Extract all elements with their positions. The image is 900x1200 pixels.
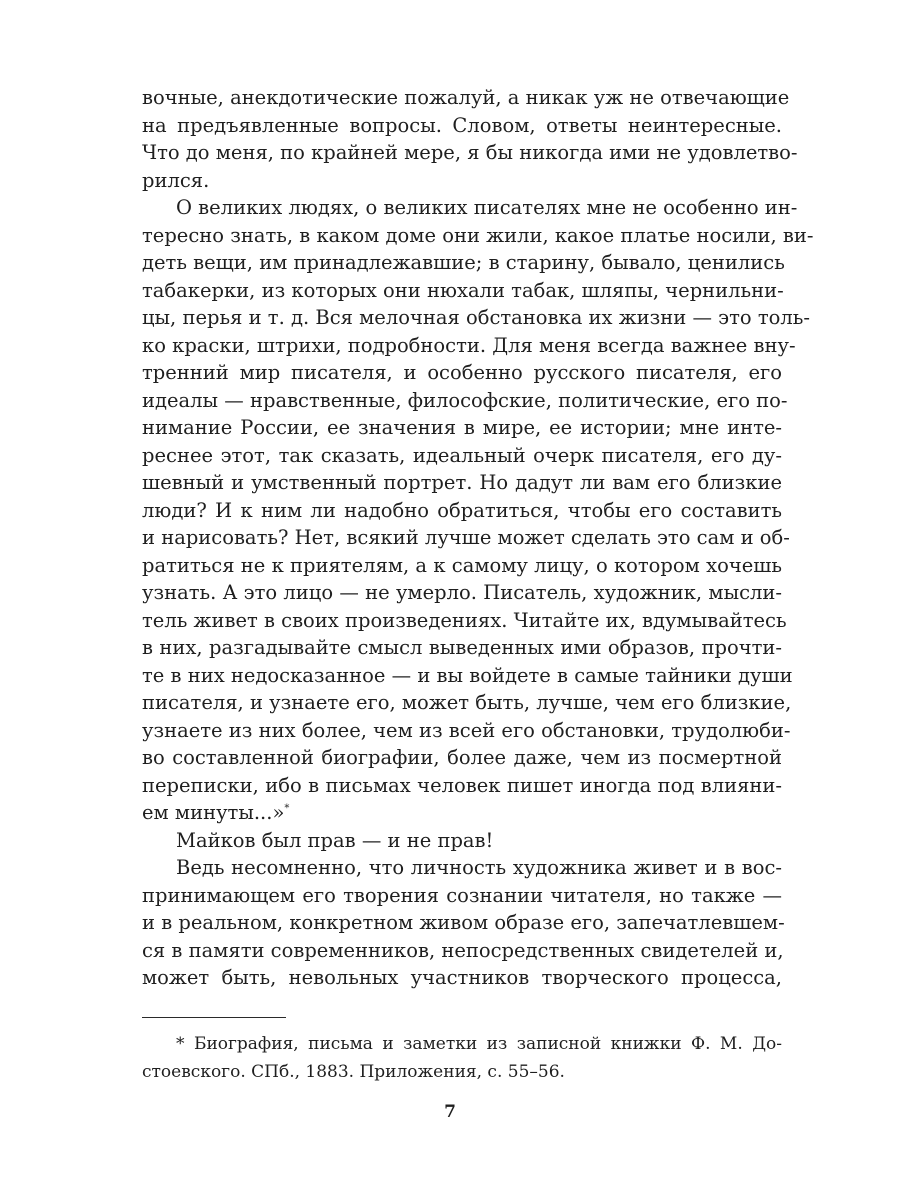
text-line: ко краски, штрихи, подробности. Для меня всегда важнее вну-: [142, 333, 796, 357]
text-line: писателя, и узнаете его, может быть, лучше, чем его близкие,: [142, 691, 792, 714]
text-line-with-footnote-ref: [142, 799, 782, 827]
text-line: О великих людях, о великих писателях мне не особенно ин-: [176, 196, 798, 219]
text-line: и в реальном, конкретном живом образе его, запечатлевшем-: [142, 911, 785, 934]
footnote-reference: *: [284, 803, 290, 814]
text-line: идеалы — нравственные, философские, политические, его по-: [142, 388, 788, 412]
text-line: те в них недосказанное — и вы войдете в самые тайники души: [142, 663, 793, 687]
text-line: на предъявленные вопросы. Словом, ответы неинтересные.: [142, 113, 782, 137]
text-line: в них, разгадывайте смысл выведенных ими образов, прочти-: [142, 636, 782, 659]
text-line: вочные, анекдотические пожалуй, а никак уж не отвечающие: [142, 86, 790, 109]
footnote-line: стоевского. СПб., 1883. Приложения, с. 55–56.: [142, 1061, 565, 1082]
text-line: переписки, ибо в письмах человек пишет иногда под влияни-: [142, 773, 782, 797]
text-line: деть вещи, им принадлежавшие; в старину, бывало, ценились: [142, 251, 785, 274]
text-line: во составленной биографии, более даже, чем из посмертной: [142, 746, 782, 769]
text-line: цы, перья и т. д. Вся мелочная обстановка их жизни — это толь-: [142, 306, 810, 329]
text-line: рился.: [142, 168, 210, 192]
text-line: шевный и умственный портрет. Но дадут ли вам его близкие: [142, 471, 782, 494]
body-text: [142, 84, 814, 992]
page-number: 7: [444, 1102, 456, 1122]
text-line: Майков был прав — и не прав!: [176, 828, 494, 852]
text-line: и нарисовать? Нет, всякий лучше может сделать это сам и об-: [142, 526, 790, 549]
text-line-content: ем минуты...»: [142, 801, 285, 824]
text-line: тель живет в своих произведениях. Читайте их, вдумывайтесь: [142, 608, 787, 632]
text-line: Ведь несомненно, что личность художника живет и в вос-: [176, 856, 782, 879]
text-line: нимание России, ее значения в мире, ее истории; мне инте-: [142, 416, 782, 439]
text-line: ратиться не к приятелям, а к самому лицу, о котором хочешь: [142, 553, 782, 577]
text-line: табакерки, из которых они нюхали табак, шляпы, чернильни-: [142, 278, 784, 302]
text-line: реснее этот, так сказать, идеальный очерк писателя, его ду-: [142, 443, 782, 467]
text-line: принимающем его творения сознании читателя, но также —: [142, 883, 782, 907]
text-line: узнать. А это лицо — не умерло. Писатель, художник, мысли-: [142, 581, 782, 604]
text-line: Что до меня, по крайней мере, я бы никогда ими не удовлетво-: [142, 141, 798, 164]
text-line: узнаете из них более, чем из всей его обстановки, трудолюби-: [142, 718, 791, 742]
text-line: тренний мир писателя, и особенно русского писателя, его: [142, 361, 782, 384]
text-line: тересно знать, в каком доме они жили, какое платье носили, ви-: [142, 223, 814, 247]
footnote: [142, 1032, 782, 1087]
text-line: ся в памяти современников, непосредственных свидетелей и,: [142, 938, 784, 962]
text-line: может быть, невольных участников творческого процесса,: [142, 966, 782, 989]
text-line: люди? И к ним ли надобно обратиться, чтобы его составить: [142, 498, 782, 522]
footnote-divider: [142, 1017, 286, 1018]
footnote-line: * Биография, письма и заметки из записной книжки Ф. М. До-: [176, 1034, 782, 1054]
